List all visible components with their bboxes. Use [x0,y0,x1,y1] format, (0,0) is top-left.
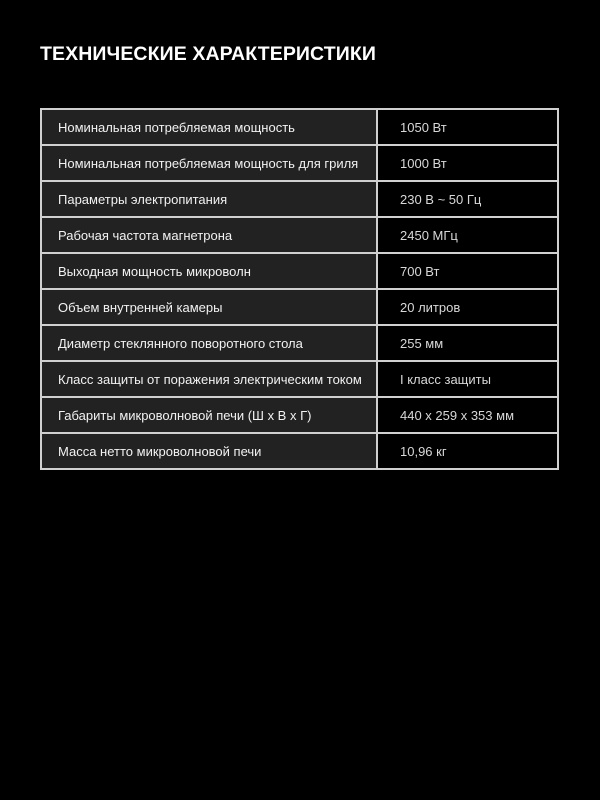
spec-value: 440 х 259 х 353 мм [377,397,558,433]
table-row [41,361,558,397]
spec-label: Параметры электропитания [41,181,377,217]
spec-value: 1000 Вт [377,145,558,181]
spec-value: 20 литров [377,289,558,325]
table-row [41,325,558,361]
spec-label: Выходная мощность микроволн [41,253,377,289]
table-row [41,253,558,289]
table-row [41,433,558,469]
spec-label: Масса нетто микроволновой печи [41,433,377,469]
spec-value: 2450 МГц [377,217,558,253]
spec-label: Номинальная потребляемая мощность для гриля [41,145,377,181]
spec-label: Рабочая частота магнетрона [41,217,377,253]
table-row [41,145,558,181]
table-row [41,397,558,433]
spec-value: 700 Вт [377,253,558,289]
table-row [41,289,558,325]
page-title: ТЕХНИЧЕСКИЕ ХАРАКТЕРИСТИКИ [40,43,376,65]
spec-value: 1050 Вт [377,109,558,145]
spec-value: 10,96 кг [377,433,558,469]
table-row [41,181,558,217]
table-row [41,109,558,145]
spec-value: I класс защиты [377,361,558,397]
table-row [41,217,558,253]
spec-value: 230 В ~ 50 Гц [377,181,558,217]
spec-label: Габариты микроволновой печи (Ш х В х Г) [41,397,377,433]
spec-label: Диаметр стеклянного поворотного стола [41,325,377,361]
spec-label: Номинальная потребляемая мощность [41,109,377,145]
spec-value: 255 мм [377,325,558,361]
spec-label: Объем внутренней камеры [41,289,377,325]
spec-table [40,108,559,470]
spec-label: Класс защиты от поражения электрическим током [41,361,377,397]
